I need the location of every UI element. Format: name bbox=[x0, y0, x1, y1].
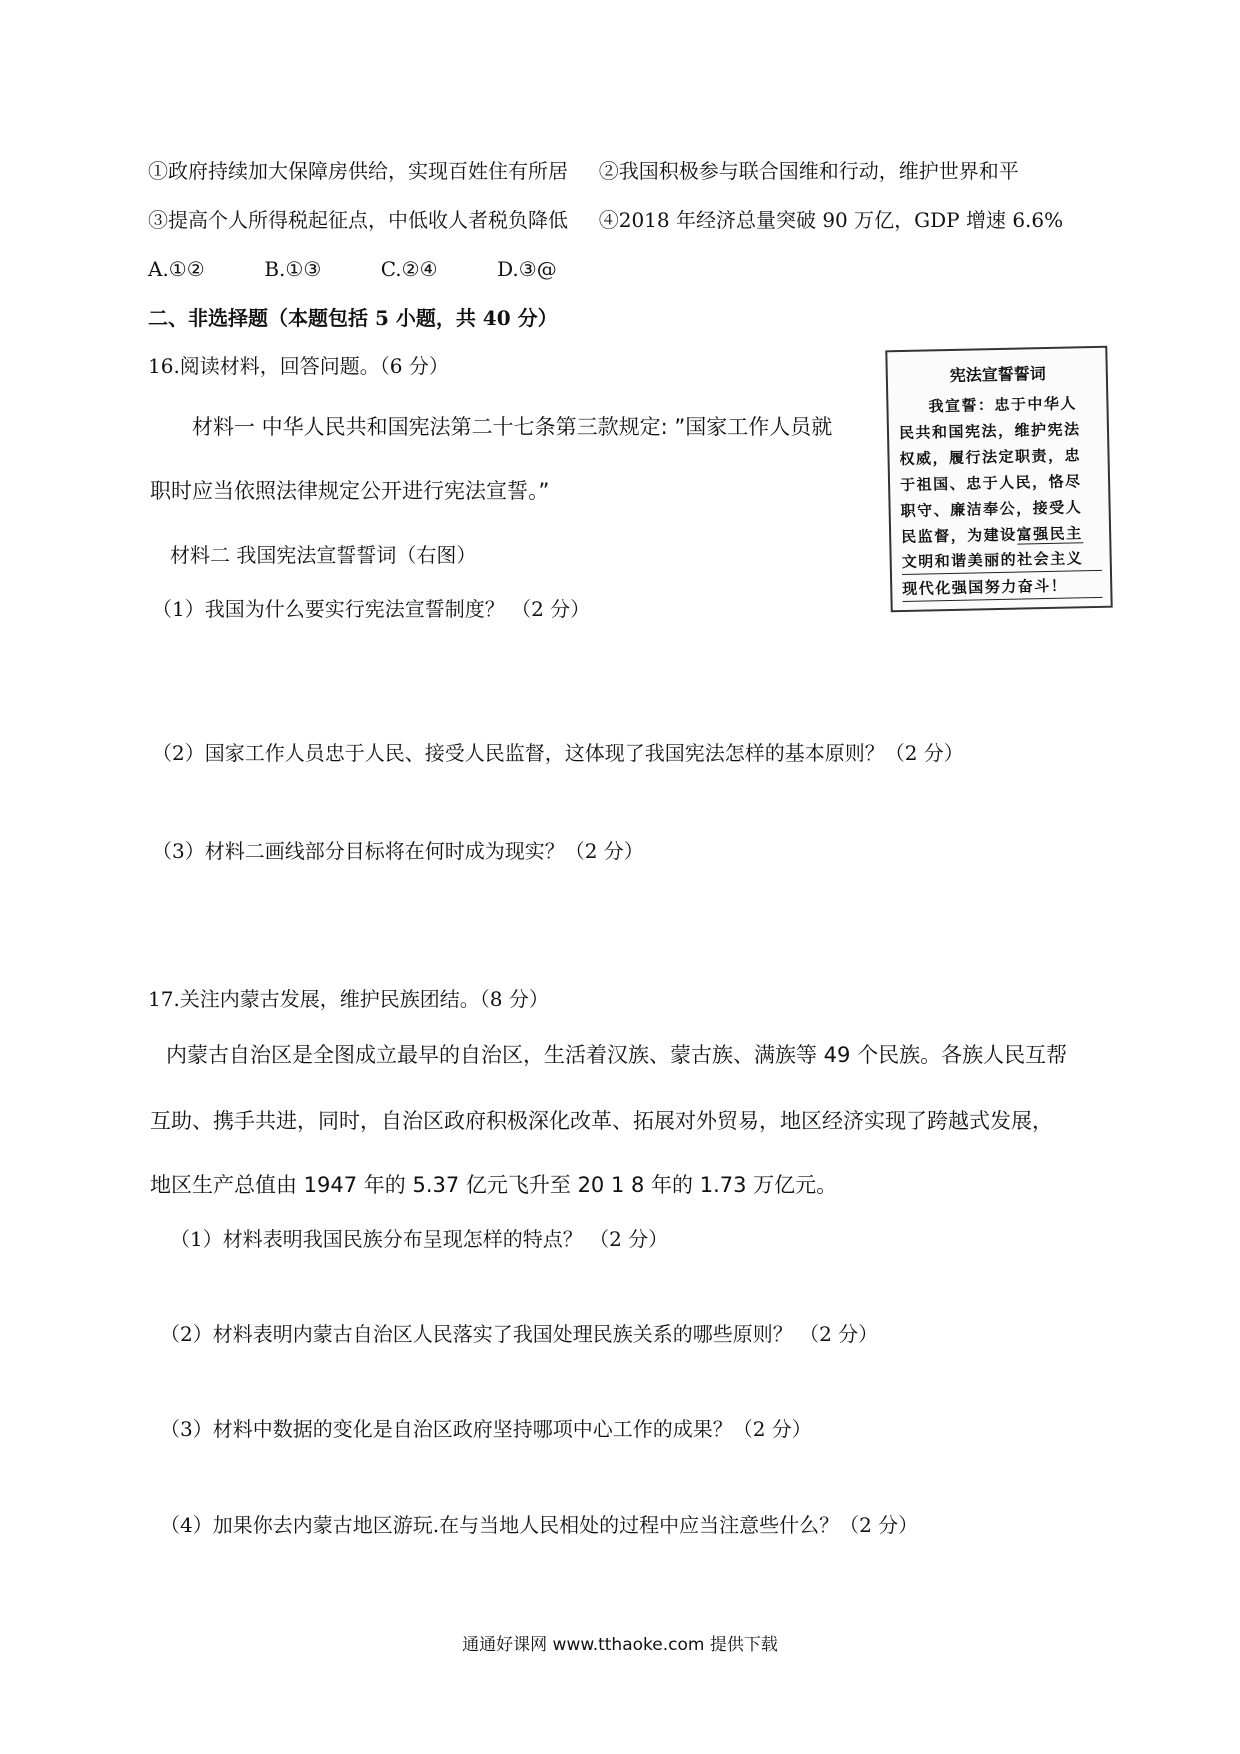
q15-choice-a: A.①② bbox=[148, 257, 205, 281]
oath-line-6-underlined: 富强民主 bbox=[1016, 524, 1083, 544]
q17-sub4: （4）加果你去内蒙古地区游玩.在与当地人民相处的过程中应当注意些什么？（2 分） bbox=[160, 1513, 919, 1537]
footer-credit: 通通好课网 www.tthaoke.com 提供下载 bbox=[462, 1635, 778, 1655]
oath-line-6-plain: 民监督，为建设 bbox=[901, 525, 1017, 547]
q16-sub2: （2）国家工作人员忠于人民、接受人民监督，这体现了我国宪法怎样的基本原则？（2 分） bbox=[152, 741, 964, 765]
q17-passage-line2: 互助、携手共进，同时，自治区政府积极深化改革、拓展对外贸易，地区经济实现了跨越式发展， bbox=[150, 1109, 1053, 1133]
q17-sub2: （2）材料表明内蒙古自治区人民落实了我国处理民族关系的哪些原则？ （2 分） bbox=[160, 1322, 879, 1346]
q16-material1-line2: 职时应当依照法律规定公开进行宪法宣誓。” bbox=[150, 479, 550, 503]
q17-passage-line3: 地区生产总值由 1947 年的 5.37 亿元飞升至 20 1 8 年的 1.73 万亿元。 bbox=[150, 1173, 838, 1197]
q17-passage-line1: 内蒙古自治区是全图成立最早的自治区，生活着汉族、蒙古族、满族等 49 个民族。各族人民互帮 bbox=[166, 1043, 1068, 1067]
oath-line-1: 我宣誓：忠于中华人 bbox=[928, 394, 1078, 416]
oath-line-4: 于祖国、忠于人民，恪尽 bbox=[899, 472, 1082, 495]
q15-choice-d: D.③@ bbox=[497, 257, 557, 281]
q16-material1-line1: 材料一 中华人民共和国宪法第二十七条第三款规定: ”国家工作人员就 bbox=[192, 415, 833, 439]
q15-option-1: ①政府持续加大保障房供给，实现百姓住有所居 bbox=[148, 159, 568, 183]
q15-option-3: ③提高个人所得税起征点，中低收人者税负降低 bbox=[148, 208, 568, 232]
constitution-oath-image bbox=[885, 346, 1112, 613]
oath-line-7: 文明和谐美丽的社会主义 bbox=[901, 546, 1101, 575]
q16-material2: 材料二 我国宪法宣誓誓词（右图） bbox=[170, 543, 477, 567]
q15-answer-choices bbox=[148, 256, 557, 282]
q16-stem: 16.阅读材料，回答问题。（6 分） bbox=[148, 354, 449, 378]
q15-choice-c: C.②④ bbox=[380, 257, 438, 281]
q17-sub3: （3）材料中数据的变化是自治区政府坚持哪项中心工作的成果？（2 分） bbox=[160, 1417, 812, 1441]
q16-sub3: （3）材料二画线部分目标将在何时成为现实？（2 分） bbox=[152, 839, 644, 863]
q15-option-row-1 bbox=[148, 158, 1019, 184]
section-heading: 二、非选择题（本题包括 5 小题，共 40 分） bbox=[148, 306, 558, 330]
oath-line-5: 职守、廉洁奉公，接受人 bbox=[900, 498, 1083, 521]
oath-line-3: 权威，履行法定职责，忠 bbox=[899, 446, 1082, 469]
q15-option-2: ②我国积极参与联合国维和行动，维护世界和平 bbox=[598, 159, 1019, 183]
q17-sub1: （1）材料表明我国民族分布呈现怎样的特点？ （2 分） bbox=[170, 1227, 669, 1251]
oath-line-2: 民共和国宪法，维护宪法 bbox=[898, 420, 1081, 443]
oath-line-8: 现代化强国努力奋斗！ bbox=[902, 573, 1102, 602]
oath-title: 宪法宣誓誓词 bbox=[949, 363, 1046, 386]
q15-option-4: ④2018 年经济总量突破 90 万亿，GDP 增速 6.6% bbox=[598, 208, 1064, 232]
q15-option-row-2 bbox=[148, 207, 1063, 233]
q17-stem: 17.关注内蒙古发展，维护民族团结。（8 分） bbox=[148, 987, 549, 1011]
q16-sub1: （1）我国为什么要实行宪法宣誓制度？ （2 分） bbox=[152, 597, 591, 621]
q15-choice-b: B.①③ bbox=[264, 257, 322, 281]
